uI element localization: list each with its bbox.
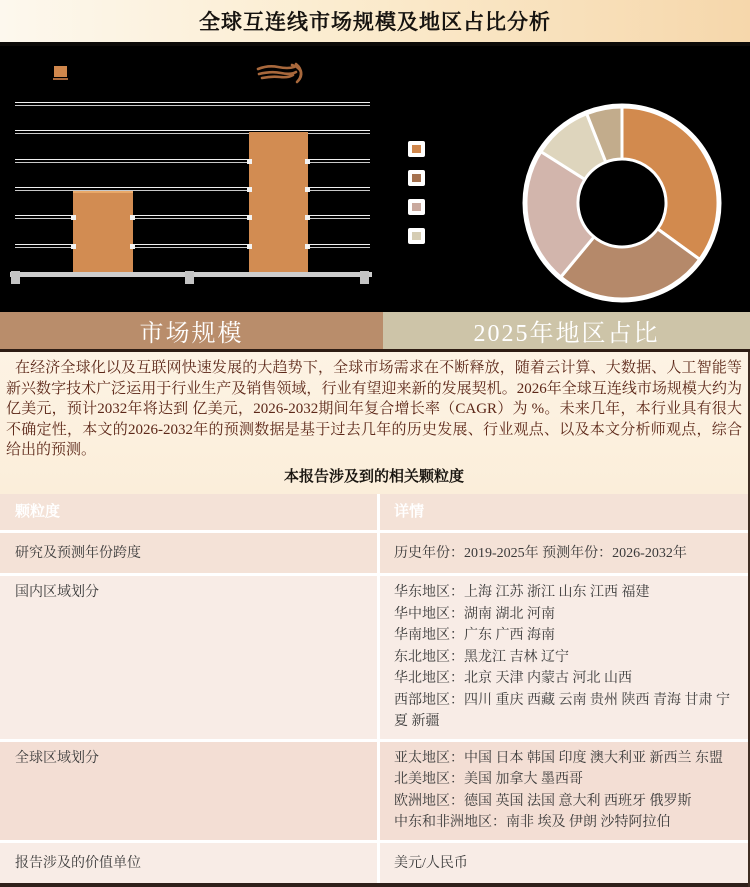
detail-line: 华中地区：湖南 湖北 河南	[394, 604, 738, 626]
detail-cell	[380, 742, 748, 840]
detail-line: 华北地区：北京 天津 内蒙古 河北 山西	[394, 668, 738, 690]
intro-paragraph: 在经济全球化以及互联网快速发展的大趋势下，全球市场需求在不断释放，随着云计算、大数据、人工智能等新兴数字技术广泛运用于行业生产及销售领域，行业有望迎来新的发展契机。2026年全球互连线市场规模大约为 亿美元，预计2032年将达到 亿美元，2026-2032期间年复合增长率（CAGR）为 %。未来几年，本行业具有很大不确定性，本文的2026-2032年的预测数据是基于过去几年的历史发展、行业观点、以及本文分析师观点，综合给出的预测。	[6, 358, 742, 461]
donut-legend-swatch-icon	[408, 199, 425, 215]
detail-cell	[380, 533, 748, 574]
detail-line: 华东地区：上海 江苏 浙江 山东 江西 福建	[394, 582, 738, 604]
detail-line: 历史年份：2019-2025年 预测年份：2026-2032年	[394, 543, 738, 565]
banner-market-size: 市场规模	[0, 312, 383, 349]
table-header-granularity: 颗粒度	[0, 494, 377, 530]
granularity-cell: 全球区域划分	[0, 742, 377, 840]
donut-legend-swatch-icon	[408, 141, 425, 157]
donut-chart	[0, 46, 750, 312]
detail-line: 东北地区：黑龙江 吉林 辽宁	[394, 647, 738, 669]
table-title: 本报告涉及到的相关颗粒度	[6, 461, 742, 492]
intro-section	[0, 352, 748, 494]
detail-line: 华南地区：广东 广西 海南	[394, 625, 738, 647]
granularity-cell: 报告涉及的价值单位	[0, 843, 377, 884]
detail-cell	[380, 843, 748, 884]
legend-color-square	[412, 145, 421, 153]
legend-color-square	[412, 203, 421, 211]
table-header-detail: 详情	[380, 494, 748, 530]
detail-line: 北美地区：美国 加拿大 墨西哥	[394, 769, 738, 791]
detail-line: 亚太地区：中国 日本 韩国 印度 澳大利亚 新西兰 东盟	[394, 748, 738, 770]
table-row	[0, 742, 748, 840]
detail-cell	[380, 576, 748, 739]
granularity-cell: 研究及预测年份跨度	[0, 533, 377, 574]
granularity-table	[0, 494, 748, 887]
table-row	[0, 843, 748, 884]
chart-strip	[0, 46, 750, 312]
detail-line: 欧洲地区：德国 英国 法国 意大利 西班牙 俄罗斯	[394, 791, 738, 813]
table-row	[0, 576, 748, 739]
table-header-row	[0, 494, 748, 530]
granularity-cell: 国内区域划分	[0, 576, 377, 739]
detail-line: 美元/人民币	[394, 853, 738, 875]
page-title: 全球互连线市场规模及地区占比分析	[199, 6, 551, 36]
banner-region-share: 2025年地区占比	[383, 312, 750, 349]
title-bar	[0, 0, 750, 46]
donut-legend-swatch-icon	[408, 228, 425, 244]
report-body	[0, 352, 750, 887]
donut-legend-swatch-icon	[408, 170, 425, 186]
table-row	[0, 533, 748, 574]
detail-line: 中东和非洲地区：南非 埃及 伊朗 沙特阿拉伯	[394, 812, 738, 834]
legend-color-square	[412, 232, 421, 240]
legend-color-square	[412, 174, 421, 182]
detail-line: 西部地区：四川 重庆 西藏 云南 贵州 陕西 青海 甘肃 宁夏 新疆	[394, 690, 738, 733]
section-banners	[0, 312, 750, 352]
